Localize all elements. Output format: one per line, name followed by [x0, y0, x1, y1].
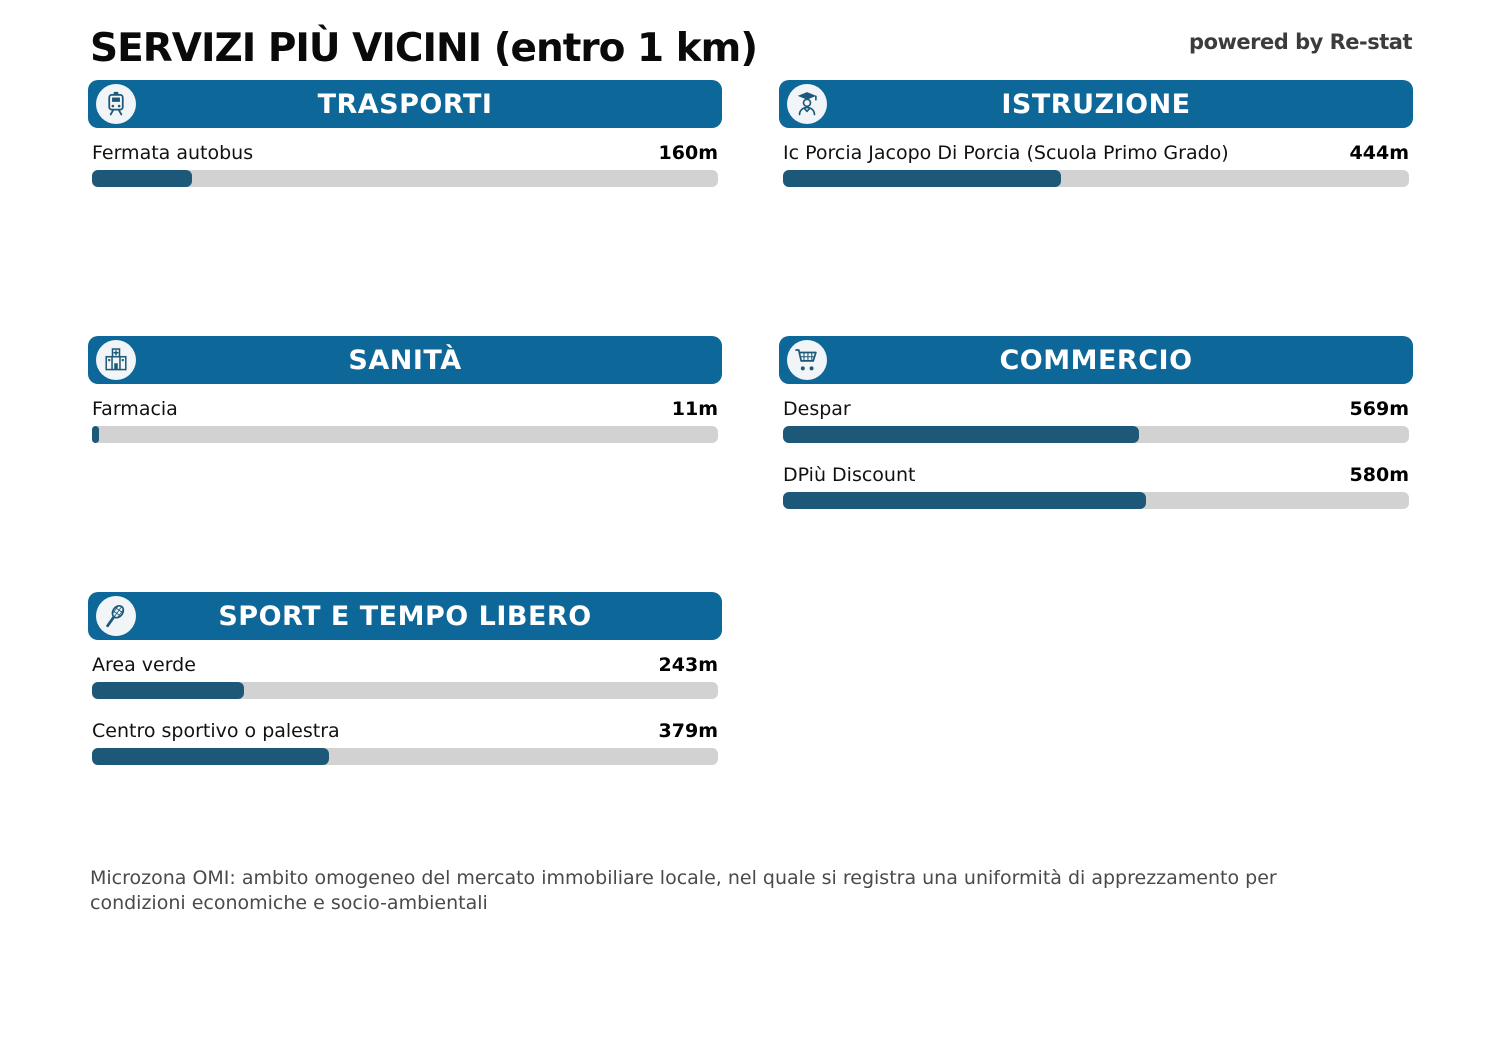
card-header — [88, 80, 722, 128]
card-header — [779, 80, 1413, 128]
distance-bar-fill — [92, 682, 244, 699]
service-row — [783, 399, 1409, 443]
service-distance: 569m — [1349, 398, 1409, 420]
card-body — [779, 143, 1413, 187]
page-header — [0, 0, 1500, 80]
distance-bar-fill — [92, 426, 99, 443]
service-row — [92, 399, 718, 443]
distance-bar — [92, 426, 718, 443]
service-row-head — [92, 399, 718, 420]
service-row — [783, 465, 1409, 509]
powered-by-label: powered by Re-stat — [1189, 30, 1412, 54]
distance-bar — [92, 170, 718, 187]
card-title: SPORT E TEMPO LIBERO — [218, 600, 592, 632]
graduate-student-icon — [787, 84, 827, 124]
distance-bar — [92, 682, 718, 699]
service-distance: 379m — [658, 720, 718, 742]
service-label: Centro sportivo o palestra — [92, 720, 340, 742]
service-distance: 580m — [1349, 464, 1409, 486]
card-header — [88, 336, 722, 384]
distance-bar — [783, 170, 1409, 187]
card-body — [88, 143, 722, 187]
distance-bar — [783, 426, 1409, 443]
card-title: SANITÀ — [348, 344, 462, 376]
card-commercio — [779, 336, 1413, 509]
card-sport-tempo-libero — [88, 592, 722, 765]
service-label: Area verde — [92, 654, 196, 676]
card-trasporti — [88, 80, 722, 187]
distance-bar-fill — [783, 170, 1061, 187]
service-row — [92, 143, 718, 187]
service-label: Farmacia — [92, 398, 178, 420]
service-row-head — [92, 655, 718, 676]
tennis-racket-icon — [96, 596, 136, 636]
card-title: COMMERCIO — [999, 344, 1193, 376]
service-row-head — [783, 399, 1409, 420]
service-row-head — [92, 721, 718, 742]
service-row-head — [783, 143, 1409, 164]
service-cards-grid — [0, 80, 1500, 848]
card-body — [779, 399, 1413, 509]
card-body — [88, 655, 722, 765]
distance-bar-fill — [783, 426, 1139, 443]
shopping-cart-icon — [787, 340, 827, 380]
distance-bar — [783, 492, 1409, 509]
card-title: TRASPORTI — [317, 88, 493, 120]
page-title: SERVIZI PIÙ VICINI (entro 1 km) — [90, 26, 758, 71]
card-sanita — [88, 336, 722, 443]
service-row — [92, 655, 718, 699]
distance-bar-fill — [92, 748, 329, 765]
service-distance: 160m — [658, 142, 718, 164]
service-distance: 11m — [671, 398, 718, 420]
card-body — [88, 399, 722, 443]
service-distance: 243m — [658, 654, 718, 676]
card-header — [779, 336, 1413, 384]
service-label: DPiù Discount — [783, 464, 916, 486]
distance-bar — [92, 748, 718, 765]
card-istruzione — [779, 80, 1413, 187]
card-header — [88, 592, 722, 640]
service-label: Despar — [783, 398, 851, 420]
distance-bar-fill — [92, 170, 192, 187]
service-row-head — [783, 465, 1409, 486]
service-label: Ic Porcia Jacopo Di Porcia (Scuola Primo Grado) — [783, 142, 1229, 164]
card-title: ISTRUZIONE — [1001, 88, 1191, 120]
train-icon — [96, 84, 136, 124]
service-label: Fermata autobus — [92, 142, 254, 164]
service-distance: 444m — [1349, 142, 1409, 164]
distance-bar-fill — [783, 492, 1146, 509]
service-row-head — [92, 143, 718, 164]
microzona-footnote: Microzona OMI: ambito omogeneo del mercato immobiliare locale, nel quale si registra una uniformità di apprezzamento per condizioni economiche e socio-ambientali — [90, 867, 1277, 915]
service-row — [92, 721, 718, 765]
service-row — [783, 143, 1409, 187]
hospital-icon — [96, 340, 136, 380]
